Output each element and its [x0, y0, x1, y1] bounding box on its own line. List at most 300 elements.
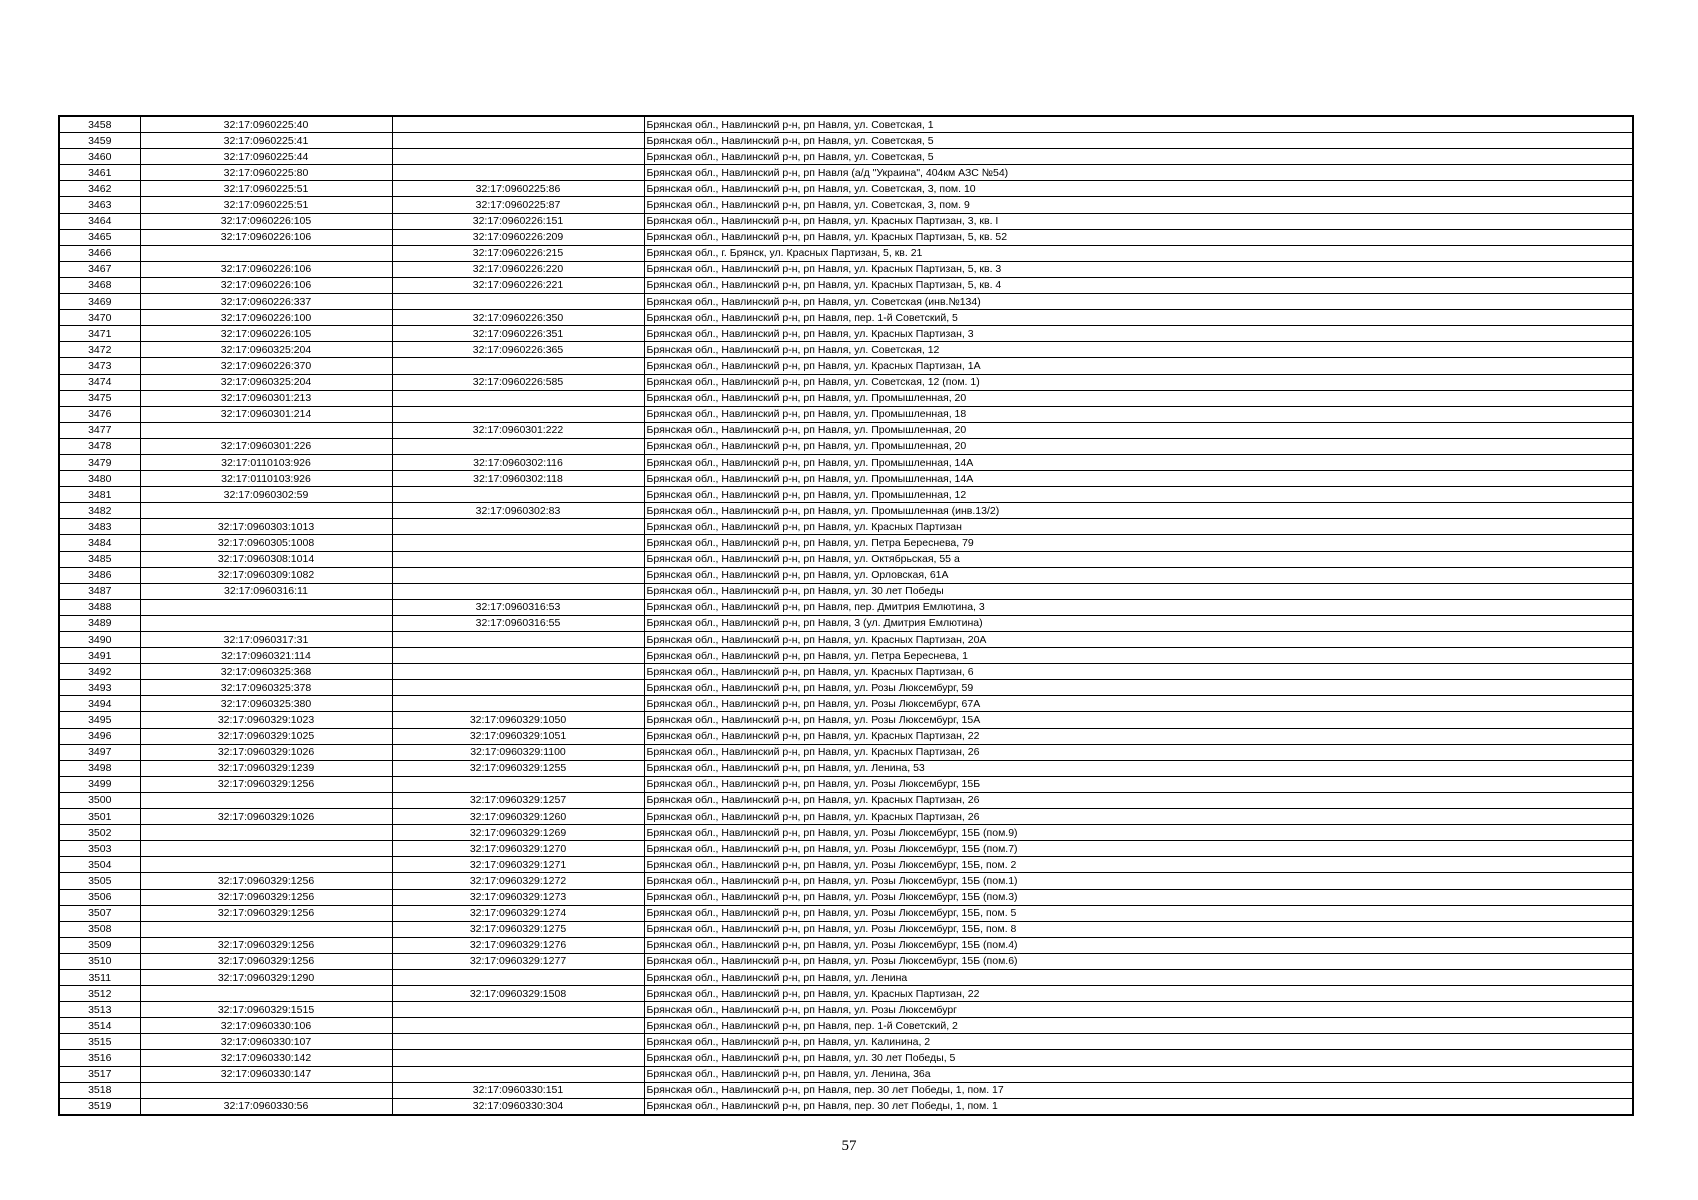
row-number-cell: 3513 — [59, 1002, 140, 1018]
row-number-cell: 3470 — [59, 310, 140, 326]
object-cadastral-number-cell: 32:17:0960329:1275 — [392, 921, 644, 937]
table-row — [59, 744, 1633, 760]
address-cell: Брянская обл., Навлинский р-н, рп Навля, ул. Промышленная, 14А — [644, 471, 1633, 487]
table-row — [59, 986, 1633, 1002]
address-cell: Брянская обл., Навлинский р-н, рп Навля, ул. Красных Партизан, 3 — [644, 326, 1633, 342]
address-cell: Брянская обл., Навлинский р-н, рп Навля, ул. Советская (инв.№134) — [644, 294, 1633, 310]
row-number-cell: 3459 — [59, 133, 140, 149]
cadastral-number-cell: 32:17:0960226:105 — [140, 213, 392, 229]
table-row — [59, 406, 1633, 422]
row-number-cell: 3475 — [59, 390, 140, 406]
object-cadastral-number-cell: 32:17:0960329:1050 — [392, 712, 644, 728]
row-number-cell: 3498 — [59, 760, 140, 776]
object-cadastral-number-cell: 32:17:0960226:151 — [392, 213, 644, 229]
row-number-cell: 3485 — [59, 551, 140, 567]
cadastral-number-cell — [140, 599, 392, 615]
table-row — [59, 615, 1633, 631]
object-cadastral-number-cell: 32:17:0960329:1508 — [392, 986, 644, 1002]
cadastral-number-cell: 32:17:0960330:106 — [140, 1018, 392, 1034]
row-number-cell: 3511 — [59, 969, 140, 985]
object-cadastral-number-cell: 32:17:0960329:1274 — [392, 905, 644, 921]
address-cell: Брянская обл., Навлинский р-н, рп Навля, ул. Розы Люксембург, 15Б (пом.7) — [644, 841, 1633, 857]
row-number-cell: 3468 — [59, 277, 140, 293]
cadastral-number-cell: 32:17:0960329:1023 — [140, 712, 392, 728]
cadastral-number-cell: 32:17:0960329:1239 — [140, 760, 392, 776]
cadastral-number-cell: 32:17:0960329:1515 — [140, 1002, 392, 1018]
table-row — [59, 905, 1633, 921]
cadastral-number-cell: 32:17:0960329:1256 — [140, 873, 392, 889]
object-cadastral-number-cell: 32:17:0960226:365 — [392, 342, 644, 358]
object-cadastral-number-cell: 32:17:0960330:304 — [392, 1098, 644, 1115]
row-number-cell: 3493 — [59, 680, 140, 696]
object-cadastral-number-cell — [392, 116, 644, 133]
cadastral-number-cell: 32:17:0960330:142 — [140, 1050, 392, 1066]
address-cell: Брянская обл., Навлинский р-н, рп Навля, ул. Красных Партизан, 22 — [644, 986, 1633, 1002]
address-cell: Брянская обл., Навлинский р-н, рп Навля, ул. Розы Люксембург, 15Б (пом.3) — [644, 889, 1633, 905]
object-cadastral-number-cell: 32:17:0960226:221 — [392, 277, 644, 293]
table-row — [59, 438, 1633, 454]
table-row — [59, 487, 1633, 503]
table-row — [59, 680, 1633, 696]
address-cell: Брянская обл., Навлинский р-н, рп Навля, ул. Ленина — [644, 969, 1633, 985]
table-row — [59, 1050, 1633, 1066]
address-cell: Брянская обл., Навлинский р-н, рп Навля, ул. Красных Партизан, 26 — [644, 809, 1633, 825]
address-cell: Брянская обл., Навлинский р-н, рп Навля, пер. 30 лет Победы, 1, пом. 1 — [644, 1098, 1633, 1115]
row-number-cell: 3486 — [59, 567, 140, 583]
object-cadastral-number-cell — [392, 535, 644, 551]
object-cadastral-number-cell — [392, 133, 644, 149]
address-cell: Брянская обл., Навлинский р-н, рп Навля, ул. Промышленная, 20 — [644, 438, 1633, 454]
object-cadastral-number-cell: 32:17:0960302:118 — [392, 471, 644, 487]
cadastral-number-cell: 32:17:0960226:106 — [140, 277, 392, 293]
cadastral-number-cell — [140, 245, 392, 261]
object-cadastral-number-cell — [392, 969, 644, 985]
cadastral-number-cell: 32:17:0960226:105 — [140, 326, 392, 342]
row-number-cell: 3462 — [59, 181, 140, 197]
cadastral-number-cell: 32:17:0960225:44 — [140, 149, 392, 165]
cadastral-number-cell: 32:17:0960329:1026 — [140, 744, 392, 760]
table-row — [59, 277, 1633, 293]
table-row — [59, 921, 1633, 937]
address-cell: Брянская обл., Навлинский р-н, рп Навля, ул. Розы Люксембург, 15Б (пом.1) — [644, 873, 1633, 889]
row-number-cell: 3502 — [59, 825, 140, 841]
address-cell: Брянская обл., Навлинский р-н, рп Навля, ул. Красных Партизан, 6 — [644, 664, 1633, 680]
address-cell: Брянская обл., Навлинский р-н, рп Навля, ул. Розы Люксембург, 15Б, пом. 5 — [644, 905, 1633, 921]
row-number-cell: 3466 — [59, 245, 140, 261]
cadastral-number-cell: 32:17:0960329:1026 — [140, 809, 392, 825]
table-row — [59, 889, 1633, 905]
row-number-cell: 3490 — [59, 632, 140, 648]
address-cell: Брянская обл., Навлинский р-н, рп Навля, ул. 30 лет Победы, 5 — [644, 1050, 1633, 1066]
address-cell: Брянская обл., Навлинский р-н, рп Навля, пер. 30 лет Победы, 1, пом. 17 — [644, 1082, 1633, 1098]
cadastral-number-cell: 32:17:0960325:378 — [140, 680, 392, 696]
object-cadastral-number-cell: 32:17:0960225:86 — [392, 181, 644, 197]
object-cadastral-number-cell: 32:17:0960329:1255 — [392, 760, 644, 776]
object-cadastral-number-cell — [392, 358, 644, 374]
object-cadastral-number-cell — [392, 1050, 644, 1066]
object-cadastral-number-cell — [392, 551, 644, 567]
table-row — [59, 454, 1633, 470]
address-cell: Брянская обл., Навлинский р-н, рп Навля, пер. 1-й Советский, 5 — [644, 310, 1633, 326]
table-row — [59, 213, 1633, 229]
cadastral-number-cell — [140, 825, 392, 841]
table-row — [59, 583, 1633, 599]
table-row — [59, 133, 1633, 149]
object-cadastral-number-cell: 32:17:0960302:116 — [392, 454, 644, 470]
table-row — [59, 149, 1633, 165]
table-row — [59, 519, 1633, 535]
object-cadastral-number-cell — [392, 519, 644, 535]
address-cell: Брянская обл., Навлинский р-н, рп Навля, ул. Красных Партизан, 22 — [644, 728, 1633, 744]
table-row — [59, 551, 1633, 567]
object-cadastral-number-cell — [392, 1002, 644, 1018]
address-cell: Брянская обл., Навлинский р-н, рп Навля, ул. 30 лет Победы — [644, 583, 1633, 599]
object-cadastral-number-cell: 32:17:0960329:1276 — [392, 937, 644, 953]
cadastral-number-cell: 32:17:0960330:147 — [140, 1066, 392, 1082]
row-number-cell: 3460 — [59, 149, 140, 165]
address-cell: Брянская обл., Навлинский р-н, рп Навля, ул. Красных Партизан, 26 — [644, 792, 1633, 808]
row-number-cell: 3458 — [59, 116, 140, 133]
object-cadastral-number-cell: 32:17:0960316:53 — [392, 599, 644, 615]
table-row — [59, 390, 1633, 406]
address-cell: Брянская обл., Навлинский р-н, рп Навля, ул. Розы Люксембург — [644, 1002, 1633, 1018]
row-number-cell: 3477 — [59, 422, 140, 438]
object-cadastral-number-cell — [392, 487, 644, 503]
row-number-cell: 3509 — [59, 937, 140, 953]
cadastral-number-cell: 32:17:0960301:214 — [140, 406, 392, 422]
object-cadastral-number-cell: 32:17:0960329:1257 — [392, 792, 644, 808]
row-number-cell: 3479 — [59, 454, 140, 470]
cadastral-number-cell: 32:17:0960308:1014 — [140, 551, 392, 567]
cadastral-number-cell — [140, 841, 392, 857]
table-row — [59, 1018, 1633, 1034]
row-number-cell: 3483 — [59, 519, 140, 535]
cadastral-number-cell — [140, 921, 392, 937]
object-cadastral-number-cell — [392, 648, 644, 664]
address-cell: Брянская обл., Навлинский р-н, рп Навля, пер. Дмитрия Емлютина, 3 — [644, 599, 1633, 615]
table-row — [59, 776, 1633, 792]
row-number-cell: 3465 — [59, 229, 140, 245]
object-cadastral-number-cell: 32:17:0960226:585 — [392, 374, 644, 390]
row-number-cell: 3512 — [59, 986, 140, 1002]
address-cell: Брянская обл., Навлинский р-н, рп Навля, пер. 1-й Советский, 2 — [644, 1018, 1633, 1034]
row-number-cell: 3491 — [59, 648, 140, 664]
cadastral-number-cell: 32:17:0960309:1082 — [140, 567, 392, 583]
row-number-cell: 3473 — [59, 358, 140, 374]
object-cadastral-number-cell: 32:17:0960225:87 — [392, 197, 644, 213]
cadastral-number-cell: 32:17:0960301:213 — [140, 390, 392, 406]
object-cadastral-number-cell: 32:17:0960226:220 — [392, 261, 644, 277]
cadastral-number-cell — [140, 615, 392, 631]
row-number-cell: 3496 — [59, 728, 140, 744]
object-cadastral-number-cell — [392, 294, 644, 310]
address-cell: Брянская обл., Навлинский р-н, рп Навля, ул. Розы Люксембург, 15Б — [644, 776, 1633, 792]
table-row — [59, 503, 1633, 519]
object-cadastral-number-cell: 32:17:0960226:215 — [392, 245, 644, 261]
cadastral-number-cell: 32:17:0960330:107 — [140, 1034, 392, 1050]
cadastral-number-cell: 32:17:0960302:59 — [140, 487, 392, 503]
cadastral-number-cell — [140, 422, 392, 438]
cadastral-number-cell: 32:17:0960321:114 — [140, 648, 392, 664]
table-row — [59, 471, 1633, 487]
table-row — [59, 841, 1633, 857]
row-number-cell: 3517 — [59, 1066, 140, 1082]
table-row — [59, 825, 1633, 841]
address-cell: Брянская обл., Навлинский р-н, рп Навля, ул. Красных Партизан, 3, кв. I — [644, 213, 1633, 229]
address-cell: Брянская обл., Навлинский р-н, рп Навля, ул. Октябрьская, 55 а — [644, 551, 1633, 567]
table-row — [59, 567, 1633, 583]
table-row — [59, 261, 1633, 277]
address-cell: Брянская обл., Навлинский р-н, рп Навля, ул. Розы Люксембург, 59 — [644, 680, 1633, 696]
object-cadastral-number-cell: 32:17:0960329:1270 — [392, 841, 644, 857]
address-cell: Брянская обл., Навлинский р-н, рп Навля, ул. Красных Партизан, 26 — [644, 744, 1633, 760]
object-cadastral-number-cell — [392, 583, 644, 599]
object-cadastral-number-cell — [392, 664, 644, 680]
table-row — [59, 294, 1633, 310]
registry-table-body — [59, 116, 1633, 1115]
row-number-cell: 3499 — [59, 776, 140, 792]
cadastral-number-cell: 32:17:0960225:80 — [140, 165, 392, 181]
cadastral-number-cell: 32:17:0960317:31 — [140, 632, 392, 648]
row-number-cell: 3518 — [59, 1082, 140, 1098]
address-cell: Брянская обл., Навлинский р-н, рп Навля, ул. Розы Люксембург, 67А — [644, 696, 1633, 712]
object-cadastral-number-cell: 32:17:0960329:1271 — [392, 857, 644, 873]
object-cadastral-number-cell: 32:17:0960329:1273 — [392, 889, 644, 905]
cadastral-number-cell — [140, 792, 392, 808]
cadastral-number-cell: 32:17:0960225:51 — [140, 197, 392, 213]
address-cell: Брянская обл., Навлинский р-н, рп Навля, ул. Советская, 3, пом. 10 — [644, 181, 1633, 197]
table-row — [59, 809, 1633, 825]
table-row — [59, 165, 1633, 181]
cadastral-number-cell: 32:17:0960226:106 — [140, 261, 392, 277]
address-cell: Брянская обл., Навлинский р-н, рп Навля (а/д "Украина", 404км АЗС №54) — [644, 165, 1633, 181]
registry-table — [58, 115, 1634, 1116]
row-number-cell: 3492 — [59, 664, 140, 680]
address-cell: Брянская обл., Навлинский р-н, рп Навля, ул. Розы Люксембург, 15Б (пом.9) — [644, 825, 1633, 841]
object-cadastral-number-cell: 32:17:0960316:55 — [392, 615, 644, 631]
row-number-cell: 3487 — [59, 583, 140, 599]
table-row — [59, 358, 1633, 374]
table-row — [59, 197, 1633, 213]
cadastral-number-cell: 32:17:0960325:368 — [140, 664, 392, 680]
address-cell: Брянская обл., Навлинский р-н, рп Навля, ул. Красных Партизан, 1А — [644, 358, 1633, 374]
address-cell: Брянская обл., Навлинский р-н, рп Навля, ул. Ленина, 36а — [644, 1066, 1633, 1082]
table-row — [59, 873, 1633, 889]
address-cell: Брянская обл., Навлинский р-н, рп Навля, ул. Промышленная, 18 — [644, 406, 1633, 422]
object-cadastral-number-cell — [392, 149, 644, 165]
row-number-cell: 3467 — [59, 261, 140, 277]
object-cadastral-number-cell — [392, 696, 644, 712]
address-cell: Брянская обл., Навлинский р-н, рп Навля, ул. Орловская, 61А — [644, 567, 1633, 583]
address-cell: Брянская обл., Навлинский р-н, рп Навля, ул. Ленина, 53 — [644, 760, 1633, 776]
address-cell: Брянская обл., Навлинский р-н, рп Навля, ул. Красных Партизан — [644, 519, 1633, 535]
row-number-cell: 3471 — [59, 326, 140, 342]
cadastral-number-cell: 32:17:0960329:1025 — [140, 728, 392, 744]
cadastral-number-cell: 32:17:0960301:226 — [140, 438, 392, 454]
object-cadastral-number-cell: 32:17:0960301:222 — [392, 422, 644, 438]
table-row — [59, 535, 1633, 551]
object-cadastral-number-cell: 32:17:0960226:351 — [392, 326, 644, 342]
cadastral-number-cell: 32:17:0960329:1256 — [140, 905, 392, 921]
row-number-cell: 3504 — [59, 857, 140, 873]
table-row — [59, 116, 1633, 133]
address-cell: Брянская обл., Навлинский р-н, рп Навля, ул. Промышленная, 20 — [644, 390, 1633, 406]
row-number-cell: 3472 — [59, 342, 140, 358]
cadastral-number-cell: 32:17:0960226:106 — [140, 229, 392, 245]
table-row — [59, 326, 1633, 342]
row-number-cell: 3474 — [59, 374, 140, 390]
address-cell: Брянская обл., Навлинский р-н, рп Навля, ул. Красных Партизан, 5, кв. 3 — [644, 261, 1633, 277]
object-cadastral-number-cell — [392, 567, 644, 583]
object-cadastral-number-cell: 32:17:0960329:1269 — [392, 825, 644, 841]
object-cadastral-number-cell: 32:17:0960329:1277 — [392, 953, 644, 969]
cadastral-number-cell: 32:17:0960226:370 — [140, 358, 392, 374]
cadastral-number-cell: 32:17:0960325:380 — [140, 696, 392, 712]
address-cell: Брянская обл., Навлинский р-н, рп Навля, ул. Красных Партизан, 5, кв. 4 — [644, 277, 1633, 293]
cadastral-number-cell: 32:17:0110103:926 — [140, 471, 392, 487]
row-number-cell: 3506 — [59, 889, 140, 905]
row-number-cell: 3503 — [59, 841, 140, 857]
table-row — [59, 374, 1633, 390]
object-cadastral-number-cell — [392, 776, 644, 792]
table-row — [59, 760, 1633, 776]
address-cell: Брянская обл., Навлинский р-н, рп Навля, ул. Советская, 1 — [644, 116, 1633, 133]
row-number-cell: 3510 — [59, 953, 140, 969]
address-cell: Брянская обл., Навлинский р-н, рп Навля, ул. Калинина, 2 — [644, 1034, 1633, 1050]
row-number-cell: 3480 — [59, 471, 140, 487]
table-row — [59, 1066, 1633, 1082]
table-row — [59, 696, 1633, 712]
address-cell: Брянская обл., Навлинский р-н, рп Навля, ул. Розы Люксембург, 15А — [644, 712, 1633, 728]
row-number-cell: 3519 — [59, 1098, 140, 1115]
cadastral-number-cell: 32:17:0960305:1008 — [140, 535, 392, 551]
object-cadastral-number-cell: 32:17:0960329:1051 — [392, 728, 644, 744]
row-number-cell: 3481 — [59, 487, 140, 503]
row-number-cell: 3476 — [59, 406, 140, 422]
cadastral-number-cell — [140, 1082, 392, 1098]
address-cell: Брянская обл., Навлинский р-н, рп Навля, ул. Советская, 12 (пом. 1) — [644, 374, 1633, 390]
address-cell: Брянская обл., Навлинский р-н, рп Навля, ул. Петра Береснева, 79 — [644, 535, 1633, 551]
table-row — [59, 1082, 1633, 1098]
table-row — [59, 969, 1633, 985]
table-row — [59, 229, 1633, 245]
address-cell: Брянская обл., Навлинский р-н, рп Навля, ул. Красных Партизан, 5, кв. 52 — [644, 229, 1633, 245]
cadastral-number-cell: 32:17:0960316:11 — [140, 583, 392, 599]
row-number-cell: 3488 — [59, 599, 140, 615]
cadastral-number-cell: 32:17:0960329:1256 — [140, 953, 392, 969]
cadastral-number-cell: 32:17:0960329:1290 — [140, 969, 392, 985]
table-row — [59, 1034, 1633, 1050]
table-row — [59, 857, 1633, 873]
row-number-cell: 3515 — [59, 1034, 140, 1050]
cadastral-number-cell: 32:17:0960225:41 — [140, 133, 392, 149]
address-cell: Брянская обл., Навлинский р-н, рп Навля, ул. Промышленная, 12 — [644, 487, 1633, 503]
table-row — [59, 712, 1633, 728]
table-row — [59, 664, 1633, 680]
address-cell: Брянская обл., Навлинский р-н, рп Навля, 3 (ул. Дмитрия Емлютина) — [644, 615, 1633, 631]
object-cadastral-number-cell: 32:17:0960330:151 — [392, 1082, 644, 1098]
object-cadastral-number-cell — [392, 680, 644, 696]
row-number-cell: 3505 — [59, 873, 140, 889]
object-cadastral-number-cell — [392, 406, 644, 422]
address-cell: Брянская обл., Навлинский р-н, рп Навля, ул. Красных Партизан, 20А — [644, 632, 1633, 648]
object-cadastral-number-cell: 32:17:0960329:1260 — [392, 809, 644, 825]
object-cadastral-number-cell — [392, 1018, 644, 1034]
row-number-cell: 3495 — [59, 712, 140, 728]
cadastral-number-cell: 32:17:0960226:100 — [140, 310, 392, 326]
row-number-cell: 3514 — [59, 1018, 140, 1034]
address-cell: Брянская обл., Навлинский р-н, рп Навля, ул. Промышленная (инв.13/2) — [644, 503, 1633, 519]
object-cadastral-number-cell — [392, 632, 644, 648]
object-cadastral-number-cell — [392, 165, 644, 181]
cadastral-number-cell: 32:17:0960303:1013 — [140, 519, 392, 535]
address-cell: Брянская обл., Навлинский р-н, рп Навля, ул. Советская, 5 — [644, 149, 1633, 165]
object-cadastral-number-cell — [392, 390, 644, 406]
cadastral-number-cell: 32:17:0960325:204 — [140, 374, 392, 390]
table-row — [59, 1002, 1633, 1018]
object-cadastral-number-cell: 32:17:0960329:1272 — [392, 873, 644, 889]
object-cadastral-number-cell: 32:17:0960226:350 — [392, 310, 644, 326]
table-row — [59, 1098, 1633, 1115]
row-number-cell: 3507 — [59, 905, 140, 921]
cadastral-number-cell: 32:17:0960325:204 — [140, 342, 392, 358]
cadastral-number-cell: 32:17:0960330:56 — [140, 1098, 392, 1115]
row-number-cell: 3497 — [59, 744, 140, 760]
table-row — [59, 310, 1633, 326]
address-cell: Брянская обл., г. Брянск, ул. Красных Партизан, 5, кв. 21 — [644, 245, 1633, 261]
row-number-cell: 3500 — [59, 792, 140, 808]
address-cell: Брянская обл., Навлинский р-н, рп Навля, ул. Розы Люксембург, 15Б, пом. 8 — [644, 921, 1633, 937]
row-number-cell: 3461 — [59, 165, 140, 181]
object-cadastral-number-cell — [392, 1034, 644, 1050]
address-cell: Брянская обл., Навлинский р-н, рп Навля, ул. Розы Люксембург, 15Б (пом.6) — [644, 953, 1633, 969]
row-number-cell: 3508 — [59, 921, 140, 937]
table-row — [59, 245, 1633, 261]
address-cell: Брянская обл., Навлинский р-н, рп Навля, ул. Советская, 12 — [644, 342, 1633, 358]
row-number-cell: 3478 — [59, 438, 140, 454]
row-number-cell: 3469 — [59, 294, 140, 310]
table-row — [59, 648, 1633, 664]
table-row — [59, 728, 1633, 744]
table-row — [59, 792, 1633, 808]
cadastral-number-cell: 32:17:0110103:926 — [140, 454, 392, 470]
address-cell: Брянская обл., Навлинский р-н, рп Навля, ул. Промышленная, 20 — [644, 422, 1633, 438]
cadastral-number-cell — [140, 986, 392, 1002]
address-cell: Брянская обл., Навлинский р-н, рп Навля, ул. Петра Береснева, 1 — [644, 648, 1633, 664]
table-row — [59, 937, 1633, 953]
object-cadastral-number-cell — [392, 1066, 644, 1082]
cadastral-number-cell: 32:17:0960329:1256 — [140, 776, 392, 792]
table-row — [59, 599, 1633, 615]
row-number-cell: 3516 — [59, 1050, 140, 1066]
row-number-cell: 3494 — [59, 696, 140, 712]
address-cell: Брянская обл., Навлинский р-н, рп Навля, ул. Советская, 5 — [644, 133, 1633, 149]
cadastral-number-cell: 32:17:0960225:40 — [140, 116, 392, 133]
page-number: 57 — [841, 1138, 857, 1154]
object-cadastral-number-cell: 32:17:0960329:1100 — [392, 744, 644, 760]
address-cell: Брянская обл., Навлинский р-н, рп Навля, ул. Промышленная, 14А — [644, 454, 1633, 470]
object-cadastral-number-cell: 32:17:0960302:83 — [392, 503, 644, 519]
table-row — [59, 422, 1633, 438]
row-number-cell: 3489 — [59, 615, 140, 631]
cadastral-number-cell: 32:17:0960329:1256 — [140, 937, 392, 953]
cadastral-number-cell — [140, 857, 392, 873]
object-cadastral-number-cell: 32:17:0960226:209 — [392, 229, 644, 245]
cadastral-number-cell: 32:17:0960226:337 — [140, 294, 392, 310]
table-row — [59, 953, 1633, 969]
address-cell: Брянская обл., Навлинский р-н, рп Навля, ул. Розы Люксембург, 15Б, пом. 2 — [644, 857, 1633, 873]
table-row — [59, 632, 1633, 648]
